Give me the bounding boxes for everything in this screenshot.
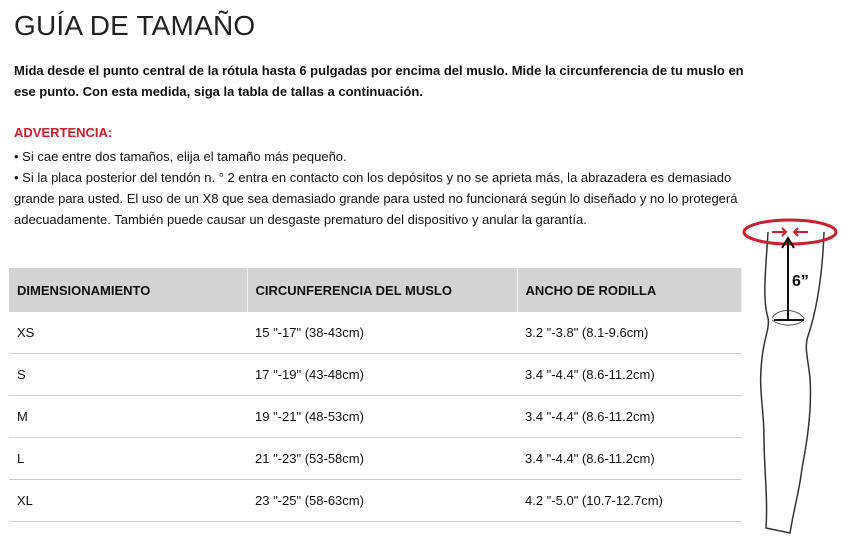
table-row bbox=[9, 312, 742, 354]
size-table bbox=[9, 268, 742, 522]
table-row bbox=[9, 480, 742, 522]
size-cell: XS bbox=[9, 312, 247, 354]
warning-bullet: • Si la placa posterior del tendón n. ° 2 entra en contacto con los depósitos y no se aprieta más, la abrazadera es demasiado grande para usted. El uso de un X8 que sea demasiado grande para usted no funcionará según lo diseñado y no lo protegerá adecuadamente. También puede causar un desgaste prematuro del dispositivo y anular la garantía. bbox=[14, 170, 738, 227]
intro-text: Mida desde el punto central de la rótula hasta 6 pulgadas por encima del muslo. Mide la circunferencia de tu muslo en ese punto. Con esta medida, siga la tabla de tallas a continuación. bbox=[14, 63, 744, 99]
size-cell: M bbox=[9, 396, 247, 438]
warning-bullets bbox=[14, 146, 749, 230]
thigh-cell: 23 "-25" (58-63cm) bbox=[247, 480, 517, 522]
knee-cell: 3.4 "-4.4" (8.6-11.2cm) bbox=[517, 396, 742, 438]
warning-bullet: • Si cae entre dos tamaños, elija el tamaño más pequeño. bbox=[14, 149, 347, 164]
table-row bbox=[9, 438, 742, 480]
knee-cell: 4.2 "-5.0" (10.7-12.7cm) bbox=[517, 480, 742, 522]
six-inch-label: 6” bbox=[792, 273, 809, 290]
table-header-row bbox=[9, 268, 742, 312]
table-row bbox=[9, 396, 742, 438]
page-title: GUÍA DE TAMAÑO bbox=[14, 10, 256, 41]
size-cell: XL bbox=[9, 480, 247, 522]
measure-arrows-icon bbox=[772, 228, 808, 236]
leg-measurement-diagram bbox=[742, 208, 850, 547]
knee-cell: 3.2 "-3.8" (8.1-9.6cm) bbox=[517, 312, 742, 354]
size-cell: L bbox=[9, 438, 247, 480]
header-thigh-circumference: CIRCUNFERENCIA DEL MUSLO bbox=[247, 268, 517, 312]
warning-title: ADVERTENCIA: bbox=[14, 125, 113, 140]
knee-cell: 3.4 "-4.4" (8.6-11.2cm) bbox=[517, 354, 742, 396]
thigh-cell: 19 "-21" (48-53cm) bbox=[247, 396, 517, 438]
thigh-cell: 17 "-19" (43-48cm) bbox=[247, 354, 517, 396]
thigh-cell: 15 "-17" (38-43cm) bbox=[247, 312, 517, 354]
thigh-cell: 21 "-23" (53-58cm) bbox=[247, 438, 517, 480]
knee-cell: 3.4 "-4.4" (8.6-11.2cm) bbox=[517, 438, 742, 480]
header-knee-width: ANCHO DE RODILLA bbox=[517, 268, 742, 312]
header-sizing: DIMENSIONAMIENTO bbox=[9, 268, 247, 312]
size-cell: S bbox=[9, 354, 247, 396]
table-row bbox=[9, 354, 742, 396]
